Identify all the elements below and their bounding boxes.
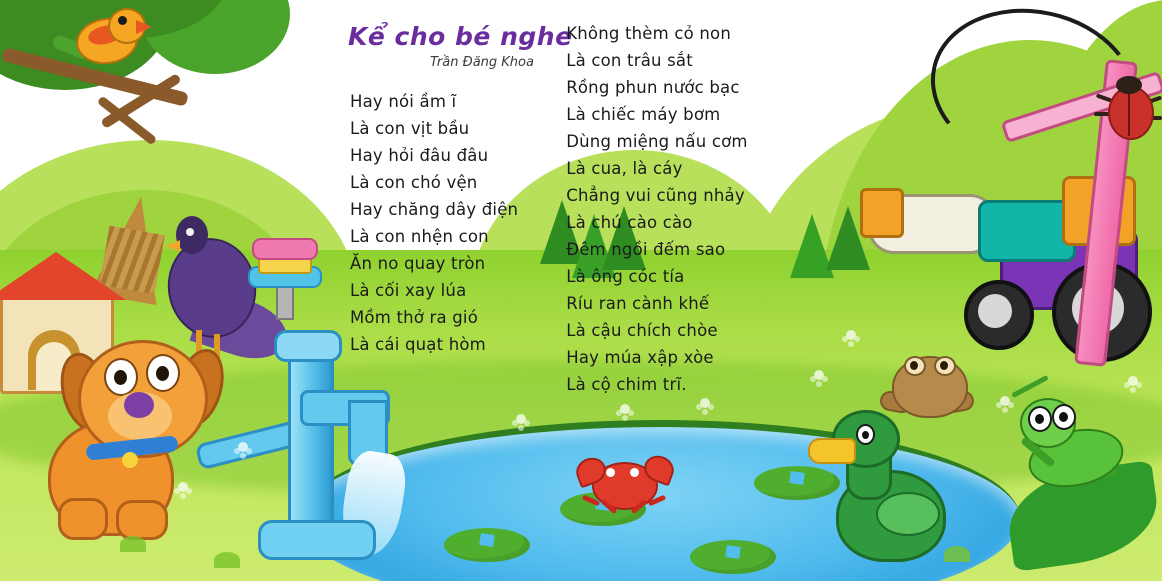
flower-speck	[178, 482, 188, 492]
grasshopper-eye-right	[1052, 404, 1076, 430]
pheasant-eye	[186, 228, 194, 236]
poem-line: Hay hỏi đâu đâu	[350, 146, 489, 165]
spool-top-disc	[252, 238, 318, 260]
poem-line: Không thèm cỏ non	[566, 24, 731, 43]
dog-pupil-left	[114, 370, 127, 385]
poem-column-left	[350, 88, 518, 398]
grass-tuft	[214, 552, 240, 568]
poem-line: Là cối xay lúa	[350, 281, 467, 300]
poem-line: Ăn no quay tròn	[350, 254, 486, 273]
lily-pad-3	[754, 466, 840, 500]
poem-line: Hay múa xập xòe	[566, 348, 714, 367]
poem-line: Là con chó vện	[350, 173, 478, 192]
poem-line: Là ông cóc tía	[566, 267, 685, 286]
dog-pupil-right	[156, 366, 169, 381]
flower-speck	[1000, 396, 1010, 406]
dog-collar-tag	[122, 452, 138, 468]
dog-leg-front	[58, 498, 108, 540]
poem-author: Trần Đăng Khoa	[430, 55, 534, 70]
pump-column	[288, 350, 334, 536]
beetle-body	[1108, 86, 1154, 140]
poem-line: Rồng phun nước bạc	[566, 78, 740, 97]
poem-line: Dùng miệng nấu cơm	[566, 132, 748, 151]
page-title: Kể cho bé nghe	[348, 22, 573, 51]
poem-line: Là cái quạt hòm	[350, 335, 486, 354]
flower-speck	[620, 404, 630, 414]
doghouse-roof	[0, 252, 126, 300]
bird-beak-icon	[136, 20, 152, 34]
poem-line: Là cộ chim trĩ.	[566, 375, 687, 394]
dog-nose	[124, 392, 154, 418]
poem-line: Hay chăng dây điện	[350, 200, 519, 219]
crab-eye-left	[606, 468, 615, 477]
toad-eye-left	[904, 356, 926, 376]
poem-line: Hay nói ầm ĩ	[350, 92, 457, 111]
poem-line: Mồm thở ra gió	[350, 308, 479, 327]
poem-line: Là con nhện con	[350, 227, 489, 246]
poem-line: Đêm ngồi đếm sao	[566, 240, 726, 259]
pump-top-knob	[274, 330, 342, 362]
poem-line: Là cua, là cáy	[566, 159, 683, 178]
poem-line: Là chú cào cào	[566, 213, 693, 232]
flower-speck	[700, 398, 710, 408]
poem-block	[340, 22, 900, 398]
lily-pad-4	[690, 540, 776, 574]
duck-wing	[876, 492, 940, 536]
lily-pad-1	[444, 528, 530, 562]
poem-line: Ríu ran cành khế	[566, 294, 710, 313]
dog-leg-back	[116, 500, 168, 540]
flower-speck	[1128, 376, 1138, 386]
poem-line: Là con trâu sắt	[566, 51, 693, 70]
pump-base	[258, 520, 376, 560]
beetle-head	[1116, 76, 1142, 94]
grass-tuft	[944, 546, 970, 562]
poem-line: Là cậu chích chòe	[566, 321, 718, 340]
poem-line: Chẳng vui cũng nhảy	[566, 186, 745, 205]
tractor-front-hub	[978, 294, 1012, 328]
flower-speck	[238, 442, 248, 452]
poem-line: Là chiếc máy bơm	[566, 105, 721, 124]
poem-column-right	[566, 20, 747, 398]
grass-tuft	[120, 536, 146, 552]
grasshopper-eye-left	[1028, 406, 1052, 432]
toad-eye-right	[934, 356, 956, 376]
bird-eye	[118, 16, 127, 25]
pheasant-beak	[166, 240, 180, 252]
flower-speck	[516, 414, 526, 424]
crab-eye-right	[630, 468, 639, 477]
duck-bill	[808, 438, 856, 464]
duck-eye	[856, 424, 875, 445]
poem-line: Là con vịt bầu	[350, 119, 470, 138]
